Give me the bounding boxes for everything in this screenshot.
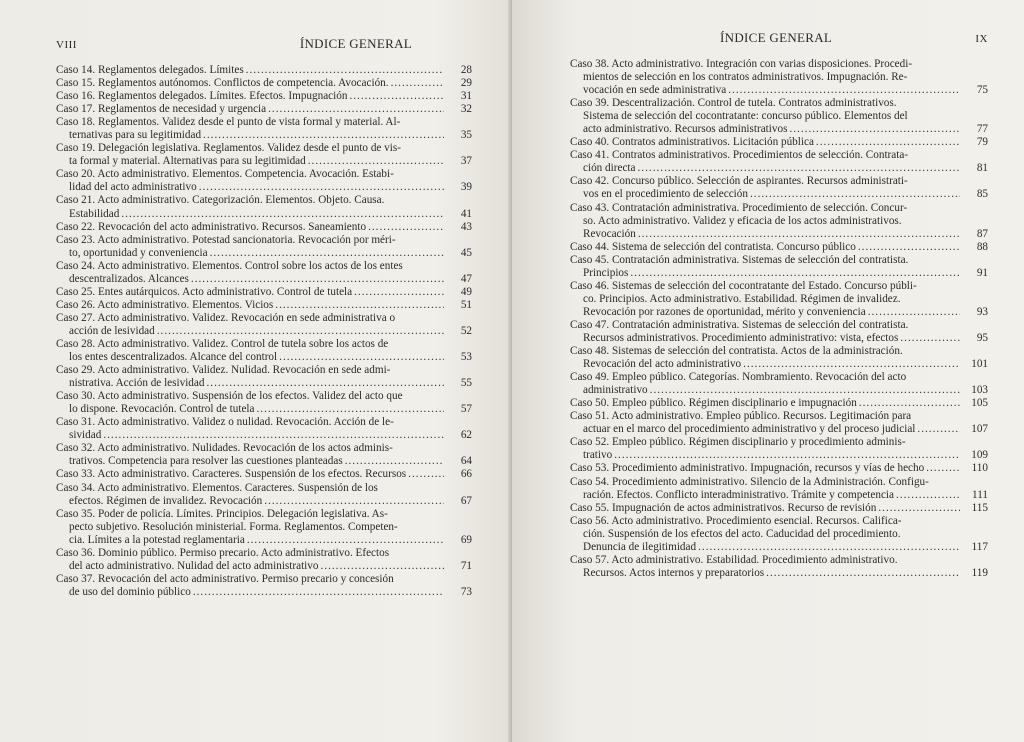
toc-entry[interactable]: [56, 364, 472, 390]
dot-leader: [268, 103, 444, 116]
toc-page-number: 64: [460, 455, 472, 468]
dot-leader: [345, 455, 444, 468]
toc-page-number: 101: [971, 358, 988, 371]
dot-leader: [614, 449, 960, 462]
toc-page-number: 62: [460, 429, 472, 442]
dot-leader: [408, 468, 444, 481]
dot-leader: [816, 136, 960, 149]
dot-leader: [157, 325, 444, 338]
left-page-header: [56, 36, 472, 64]
dot-leader: [650, 384, 960, 397]
dot-leader: [859, 397, 960, 410]
toc-entry[interactable]: [570, 58, 988, 97]
toc-entry[interactable]: [570, 436, 988, 462]
dot-leader: [199, 181, 444, 194]
toc-entry[interactable]: [570, 515, 988, 554]
toc-entry-text: cia. Límites a la potestad reglamentaria: [69, 533, 245, 546]
toc-page-number: 55: [460, 377, 472, 390]
toc-page-number: 28: [460, 64, 472, 76]
dot-leader: [308, 155, 444, 168]
toc-entry-text: Caso 22. Revocación del acto administrativo. Recursos. Saneamiento: [56, 220, 367, 233]
toc-entry-text: Recursos administrativos. Procedimiento administrativo: vista, efectos: [583, 331, 899, 344]
toc-entry-text: lo dispone. Revocación. Control de tutela: [69, 403, 255, 416]
toc-entry[interactable]: [570, 136, 988, 149]
toc-entry[interactable]: [56, 116, 472, 142]
toc-page-number: 31: [460, 90, 472, 103]
toc-page-number: 69: [460, 533, 472, 546]
toc-entry-text: Caso 54. Procedimiento administrativo. Silencio de la Administración. Configu-: [570, 475, 929, 488]
right-page: [512, 0, 1024, 742]
toc-entry-text: Caso 37. Revocación del acto administrativo. Permiso precario y concesión: [56, 572, 394, 585]
dot-leader: [638, 228, 960, 241]
dot-leader: [203, 129, 444, 142]
dot-leader: [868, 306, 960, 319]
dot-leader: [917, 423, 960, 436]
toc-entry-text: del acto administrativo. Nulidad del acto administrativo: [69, 559, 319, 572]
toc-entry-text: administrativo: [583, 384, 648, 397]
toc-entry-text: Caso 44. Sistema de selección del contratista. Concurso público: [570, 240, 856, 253]
toc-page-number: 67: [460, 494, 472, 507]
toc-page-number: 85: [976, 188, 988, 201]
toc-entry-text: nistrativa. Acción de lesividad: [69, 377, 205, 390]
dot-leader: [728, 84, 960, 97]
dot-leader: [698, 541, 960, 554]
toc-page-number: 88: [976, 240, 988, 253]
toc-entry-text: Caso 32. Acto administrativo. Nulidades. Revocación de los actos adminis-: [56, 442, 393, 455]
toc-entry-text: Caso 21. Acto administrativo. Categorización. Elementos. Objeto. Causa.: [56, 194, 385, 207]
toc-entry-text: trativo: [583, 449, 613, 462]
toc-entry-text: Caso 36. Dominio público. Permiso precario. Acto administrativo. Efectos: [56, 546, 390, 559]
toc-entry-text: Caso 45. Contratación administrativa. Sistemas de selección del contratista.: [570, 253, 909, 266]
toc-entry-text: Sistema de selección del cocontratante: concurso público. Elementos del: [583, 110, 908, 123]
toc-entry-text: Caso 49. Empleo público. Categorías. Nombramiento. Revocación del acto: [570, 371, 907, 384]
toc-entry-text: co. Principios. Acto administrativo. Estabilidad. Régimen de invalidez.: [583, 292, 901, 305]
toc-page-number: 52: [460, 324, 472, 337]
dot-leader: [320, 560, 444, 573]
dot-leader: [630, 267, 960, 280]
toc-page-number: 71: [460, 559, 472, 572]
toc-page-number: 107: [971, 423, 988, 436]
toc-page-number: 87: [976, 227, 988, 240]
toc-entry-text: descentralizados. Alcances: [69, 272, 189, 285]
toc-entry-text: Caso 19. Delegación legislativa. Reglamentos. Validez desde el punto de vis-: [56, 142, 401, 155]
toc-entry-text: Caso 41. Contratos administrativos. Procedimientos de selección. Contrata-: [570, 149, 909, 162]
toc-entry[interactable]: [56, 482, 472, 508]
toc-entry[interactable]: [56, 221, 472, 234]
toc-entry-text: Caso 16. Reglamentos delegados. Límites. Efectos. Impugnación: [56, 90, 348, 103]
toc-entry-text: Revocación: [583, 227, 636, 240]
toc-entry-text: Caso 18. Reglamentos. Validez desde el punto de vista formal y material. Al-: [56, 116, 401, 129]
toc-entry-text: de uso del dominio público: [69, 585, 191, 598]
dot-leader: [279, 351, 444, 364]
toc-page-number: 103: [971, 384, 988, 397]
toc-entry[interactable]: [56, 573, 472, 599]
toc-entry-text: Caso 42. Concurso público. Selección de aspirantes. Recursos administrati-: [570, 175, 908, 188]
toc-entry[interactable]: [570, 554, 988, 580]
left-toc-list: [56, 64, 472, 599]
toc-entry[interactable]: [56, 547, 472, 573]
toc-entry[interactable]: [570, 202, 988, 241]
toc-entry-text: Caso 57. Acto administrativo. Estabilidad. Procedimiento administrativo.: [570, 553, 898, 566]
toc-entry-text: trativos. Competencia para resolver las cuestiones planteadas: [69, 455, 343, 468]
dot-leader: [926, 462, 960, 475]
toc-page-number: 43: [460, 220, 472, 233]
left-running-title: ÍNDICE GENERAL: [299, 36, 412, 51]
toc-entry-text: so. Acto administrativo. Validez y eficacia de los actos administrativos.: [583, 214, 902, 227]
toc-entry[interactable]: [56, 77, 472, 90]
toc-entry-text: Caso 55. Impugnación de actos administrativos. Recurso de revisión: [570, 501, 877, 514]
toc-page-number: 41: [460, 207, 472, 220]
dot-leader: [191, 273, 444, 286]
dot-leader: [391, 77, 444, 90]
toc-page-number: 79: [976, 136, 988, 149]
dot-leader: [193, 586, 444, 599]
toc-page-number: 57: [460, 403, 472, 416]
toc-entry-text: Revocación del acto administrativo: [583, 358, 742, 371]
toc-entry[interactable]: [570, 149, 988, 175]
toc-entry-text: Caso 38. Acto administrativo. Integración con varias disposiciones. Procedi-: [570, 58, 913, 70]
dot-leader: [103, 429, 444, 442]
toc-page-number: 49: [460, 285, 472, 298]
toc-entry[interactable]: [570, 345, 988, 371]
toc-page-number: 109: [971, 449, 988, 462]
toc-page-number: 75: [976, 84, 988, 97]
toc-entry-text: Revocación por razones de oportunidad, mérito y conveniencia: [583, 305, 866, 318]
toc-page-number: 95: [976, 331, 988, 344]
left-page-number: VIII: [56, 39, 77, 51]
toc-entry-text: Caso 15. Reglamentos autónomos. Conflictos de competencia. Avocación.: [56, 77, 389, 90]
toc-entry[interactable]: [570, 371, 988, 397]
toc-entry-text: Caso 46. Sistemas de selección del cocontratante del Estado. Concurso públi-: [570, 279, 917, 292]
toc-entry-text: Caso 43. Contratación administrativa. Procedimiento de selección. Concur-: [570, 201, 908, 214]
toc-entry[interactable]: [570, 476, 988, 502]
right-running-title: ÍNDICE GENERAL: [720, 30, 833, 45]
toc-entry-text: Caso 51. Acto administrativo. Empleo público. Recursos. Legitimación para: [570, 410, 912, 423]
toc-page-number: 111: [972, 488, 988, 501]
dot-leader: [349, 90, 444, 103]
toc-entry-text: Caso 33. Acto administrativo. Caracteres. Suspensión de los efectos. Recursos: [56, 468, 407, 481]
toc-entry-text: ternativas para su legitimidad: [69, 129, 202, 142]
toc-entry-text: Caso 48. Sistemas de selección del contratista. Actos de la administración.: [570, 345, 903, 358]
toc-entry-text: Caso 31. Acto administrativo. Validez o nulidad. Revocación. Acción de le-: [56, 416, 394, 429]
toc-entry[interactable]: [56, 338, 472, 364]
toc-page-number: 51: [460, 298, 472, 311]
toc-page-number: 93: [976, 305, 988, 318]
toc-entry-text: los entes descentralizados. Alcance del control: [69, 351, 278, 364]
toc-page-number: 39: [460, 181, 472, 194]
toc-entry[interactable]: [570, 241, 988, 254]
toc-entry-text: Caso 34. Acto administrativo. Elementos. Caracteres. Suspensión de los: [56, 481, 378, 494]
toc-page-number: 66: [460, 468, 472, 481]
toc-entry[interactable]: [56, 442, 472, 468]
toc-page-number: 105: [971, 397, 988, 410]
toc-entry-text: ción. Suspensión de los efectos del acto. Caducidad del procedimiento.: [583, 527, 901, 540]
toc-entry[interactable]: [56, 286, 472, 299]
toc-entry-text: acto administrativo. Recursos administrativos: [583, 123, 788, 136]
toc-entry[interactable]: [570, 254, 988, 280]
toc-entry[interactable]: [56, 508, 472, 547]
toc-entry-text: efectos. Régimen de invalidez. Revocación: [69, 494, 263, 507]
toc-entry-text: Caso 29. Acto administrativo. Validez. Nulidad. Revocación en sede admi-: [56, 364, 391, 377]
toc-page-number: 73: [460, 585, 472, 598]
toc-entry-text: vos en el procedimiento de selección: [583, 188, 748, 201]
toc-entry-text: Caso 28. Acto administrativo. Validez. Control de tutela sobre los actos de: [56, 337, 389, 350]
dot-leader: [275, 299, 444, 312]
toc-entry-text: Caso 24. Acto administrativo. Elementos. Control sobre los actos de los entes: [56, 259, 403, 272]
toc-entry[interactable]: [56, 90, 472, 103]
toc-entry[interactable]: [56, 299, 472, 312]
dot-leader: [246, 64, 444, 77]
toc-entry[interactable]: [56, 260, 472, 286]
toc-entry-text: Caso 20. Acto administrativo. Elementos. Competencia. Avocación. Estabi-: [56, 168, 394, 181]
toc-entry[interactable]: [570, 410, 988, 436]
toc-entry[interactable]: [56, 168, 472, 194]
toc-entry[interactable]: [56, 390, 472, 416]
toc-entry[interactable]: [56, 234, 472, 260]
dot-leader: [743, 358, 960, 371]
dot-leader: [206, 377, 444, 390]
right-toc-list: [570, 58, 988, 580]
toc-entry-text: Caso 23. Acto administrativo. Potestad sancionatoria. Revocación por méri-: [56, 233, 396, 246]
toc-entry[interactable]: [570, 280, 988, 319]
toc-entry-text: to, oportunidad y conveniencia: [69, 246, 208, 259]
toc-entry-text: Caso 35. Poder de policía. Límites. Principios. Delegación legislativa. As-: [56, 507, 388, 520]
toc-entry[interactable]: [56, 142, 472, 168]
toc-entry[interactable]: [56, 312, 472, 338]
toc-page-number: 91: [976, 266, 988, 279]
dot-leader: [264, 495, 444, 508]
toc-entry-text: Caso 40. Contratos administrativos. Licitación pública: [570, 136, 814, 149]
toc-entry-text: Caso 53. Procedimiento administrativo. Impugnación, recursos y vías de hecho: [570, 462, 925, 475]
toc-entry[interactable]: [570, 97, 988, 136]
toc-entry[interactable]: [56, 468, 472, 481]
toc-page-number: 119: [971, 566, 988, 579]
toc-entry-text: Estabilidad: [69, 207, 120, 220]
dot-leader: [858, 241, 960, 254]
toc-entry[interactable]: [56, 194, 472, 220]
toc-page-number: 81: [976, 162, 988, 175]
toc-entry-text: Recursos. Actos internos y preparatorios: [583, 566, 765, 579]
toc-page-number: 35: [460, 129, 472, 142]
toc-entry-text: pecto subjetivo. Resolución ministerial. Forma. Reglamentos. Competen-: [69, 520, 398, 533]
toc-entry-text: mientos de selección en los contratos administrativos. Impugnación. Re-: [583, 71, 908, 84]
dot-leader: [368, 221, 444, 234]
toc-entry-text: ración. Efectos. Conflicto interadministrativo. Trámite y competencia: [583, 488, 894, 501]
toc-page-number: 77: [976, 123, 988, 136]
toc-entry-text: Caso 50. Empleo público. Régimen disciplinario e impugnación: [570, 397, 857, 410]
toc-page-number: 47: [460, 272, 472, 285]
toc-page-number: 45: [460, 246, 472, 259]
toc-entry[interactable]: [570, 397, 988, 410]
dot-leader: [121, 208, 444, 221]
toc-entry-text: Caso 56. Acto administrativo. Procedimiento esencial. Recursos. Califica-: [570, 514, 902, 527]
toc-page-number: 32: [460, 103, 472, 116]
toc-entry[interactable]: [570, 319, 988, 345]
toc-page-number: 53: [460, 351, 472, 364]
toc-entry-text: ción directa: [583, 162, 636, 175]
toc-entry-text: Caso 17. Reglamentos de necesidad y urgencia: [56, 103, 267, 116]
dot-leader: [638, 162, 961, 175]
toc-entry-text: sividad: [69, 429, 102, 442]
right-page-header: [570, 30, 988, 58]
dot-leader: [900, 332, 960, 345]
dot-leader: [247, 534, 444, 547]
dot-leader: [766, 567, 960, 580]
toc-entry-text: Caso 47. Contratación administrativa. Sistemas de selección del contratista.: [570, 318, 909, 331]
toc-entry[interactable]: [56, 416, 472, 442]
toc-page-number: 37: [460, 155, 472, 168]
right-page-number: IX: [975, 33, 988, 45]
toc-entry-text: Principios: [583, 266, 629, 279]
toc-entry[interactable]: [570, 502, 988, 515]
toc-entry-text: Caso 52. Empleo público. Régimen disciplinario y procedimiento adminis-: [570, 436, 906, 449]
toc-entry[interactable]: [56, 64, 472, 77]
toc-entry[interactable]: [570, 462, 988, 475]
toc-entry[interactable]: [570, 175, 988, 201]
toc-entry[interactable]: [56, 103, 472, 116]
toc-entry-text: Caso 30. Acto administrativo. Suspensión de los efectos. Validez del acto que: [56, 390, 403, 403]
toc-entry-text: actuar en el marco del procedimiento administrativo y del proceso judicial: [583, 423, 916, 436]
toc-page-number: 29: [460, 77, 472, 90]
dot-leader: [878, 502, 960, 515]
dot-leader: [750, 188, 960, 201]
toc-page-number: 115: [971, 501, 988, 514]
dot-leader: [896, 489, 960, 502]
toc-entry-text: Caso 27. Acto administrativo. Validez. Revocación en sede administrativa o: [56, 311, 396, 324]
dot-leader: [789, 123, 960, 136]
toc-entry-text: Caso 26. Acto administrativo. Elementos. Vicios: [56, 298, 274, 311]
toc-entry-text: Caso 14. Reglamentos delegados. Límites: [56, 64, 244, 76]
dot-leader: [256, 403, 444, 416]
dot-leader: [210, 247, 444, 260]
toc-entry-text: vocación en sede administrativa: [583, 84, 727, 97]
toc-entry-text: Caso 39. Descentralización. Control de tutela. Contratos administrativos.: [570, 97, 897, 110]
toc-entry-text: acción de lesividad: [69, 324, 155, 337]
toc-page-number: 110: [971, 462, 988, 475]
toc-entry-text: ta formal y material. Alternativas para su legitimidad: [69, 155, 306, 168]
toc-page-number: 117: [971, 540, 988, 553]
toc-entry-text: lidad del acto administrativo: [69, 181, 197, 194]
dot-leader: [354, 286, 444, 299]
toc-entry-text: Caso 25. Entes autárquicos. Acto administrativo. Control de tutela: [56, 285, 353, 298]
toc-entry-text: Denuncia de ilegitimidad: [583, 540, 697, 553]
